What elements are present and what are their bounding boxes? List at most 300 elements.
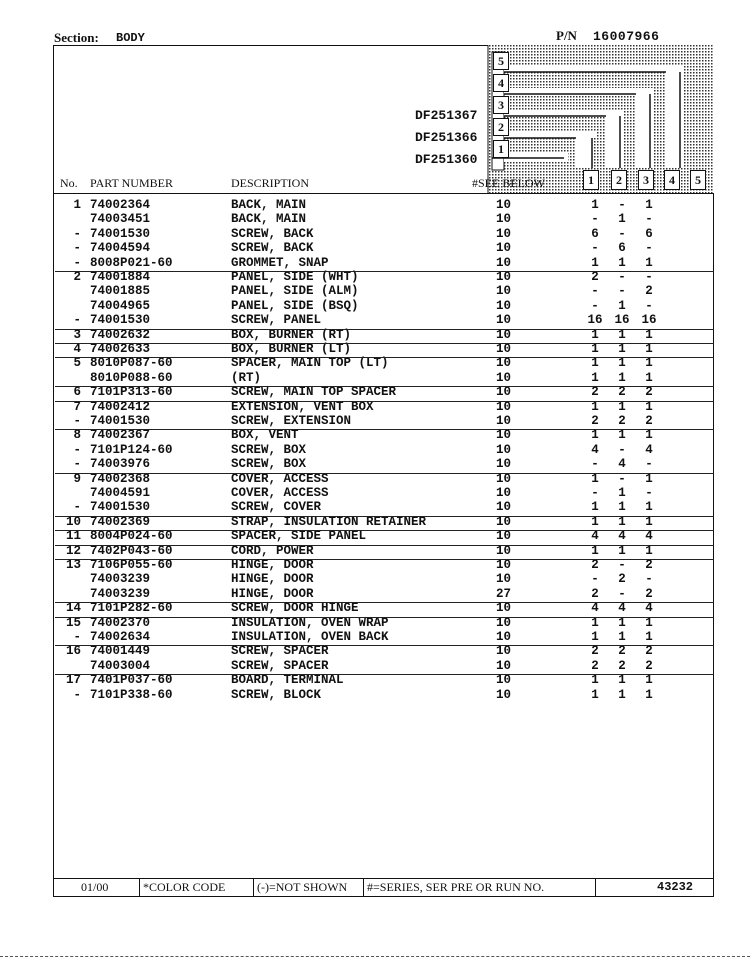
cell-series: 10 xyxy=(496,313,512,328)
section-value: BODY xyxy=(116,31,145,45)
row-divider xyxy=(55,271,714,272)
cell-item-no: 5 xyxy=(73,356,81,371)
row-divider xyxy=(55,329,714,330)
cell-description: SCREW, BACK xyxy=(231,241,314,256)
cell-item-no: - xyxy=(73,687,81,702)
footer-bar xyxy=(53,878,714,896)
cell-item-no: 3 xyxy=(73,327,81,342)
table-row xyxy=(53,572,714,586)
cell-qty-3: 1 xyxy=(645,687,653,702)
cell-qty-1: 1 xyxy=(591,370,599,385)
cell-qty-3: 4 xyxy=(645,601,653,616)
cell-item-no: - xyxy=(73,313,81,328)
col-header-no: No. xyxy=(60,176,78,190)
cell-item-no: 12 xyxy=(65,543,81,558)
table-row xyxy=(53,241,714,255)
row-divider xyxy=(55,516,714,517)
cell-description: BOX, VENT xyxy=(231,428,299,443)
row-divider xyxy=(55,559,714,560)
cell-series: 10 xyxy=(496,327,512,342)
cell-qty-2: 4 xyxy=(618,457,626,472)
cell-item-no: - xyxy=(73,500,81,515)
cell-qty-2: 1 xyxy=(618,630,626,644)
series-box-4: 4 xyxy=(493,74,509,92)
series-col-3: 3 xyxy=(638,170,654,190)
cell-qty-3: - xyxy=(645,298,653,313)
table-row xyxy=(53,356,714,370)
cell-description: HINGE, DOOR xyxy=(231,558,314,572)
col-header-description: DESCRIPTION xyxy=(231,176,310,190)
table-row xyxy=(53,198,714,212)
cell-description: HINGE, DOOR xyxy=(231,586,314,601)
cell-part-number: 74004591 xyxy=(90,486,151,500)
cell-qty-2: 1 xyxy=(618,543,626,558)
cell-qty-1: 1 xyxy=(591,471,599,486)
cell-qty-1: - xyxy=(591,298,599,313)
cell-series: 10 xyxy=(496,198,512,212)
cell-part-number: 74002370 xyxy=(90,615,151,630)
cell-series: 10 xyxy=(496,630,512,644)
row-divider xyxy=(55,602,714,603)
cell-qty-3: 1 xyxy=(645,543,653,558)
cell-description: HINGE, DOOR xyxy=(231,572,314,587)
row-divider xyxy=(55,429,714,430)
cell-series: 10 xyxy=(496,500,512,515)
cell-qty-1: 1 xyxy=(591,428,599,443)
cell-series: 10 xyxy=(496,428,512,443)
cell-series: 10 xyxy=(496,284,512,299)
cell-qty-3: - xyxy=(645,212,653,227)
table-row xyxy=(53,443,714,457)
cell-series: 10 xyxy=(496,673,512,688)
cell-part-number: 74001530 xyxy=(90,226,151,241)
cell-qty-1: 16 xyxy=(587,313,603,328)
cell-qty-1: 4 xyxy=(591,601,599,616)
cell-series: 10 xyxy=(496,601,512,616)
cell-part-number: 74001885 xyxy=(90,284,151,299)
series-col-4: 4 xyxy=(664,170,680,190)
model-number-2: DF251366 xyxy=(415,130,478,145)
page-bottom-rule xyxy=(0,956,750,957)
cell-qty-1: 1 xyxy=(591,198,599,212)
cell-description: SCREW, SPACER xyxy=(231,644,329,659)
cell-series: 10 xyxy=(496,543,512,558)
table-row xyxy=(53,256,714,270)
cell-part-number: 74002367 xyxy=(90,428,151,443)
cell-series: 10 xyxy=(496,486,512,500)
cell-item-no: - xyxy=(73,630,81,644)
cell-description: GROMMET, SNAP xyxy=(231,255,329,270)
table-row xyxy=(53,500,714,514)
cell-part-number: 7106P055-60 xyxy=(90,558,173,572)
table-row xyxy=(53,630,714,644)
cell-part-number: 7101P338-60 xyxy=(90,687,173,702)
cell-qty-1: - xyxy=(591,457,599,472)
cell-part-number: 74003976 xyxy=(90,457,151,472)
cell-qty-3: 1 xyxy=(645,327,653,342)
cell-qty-3: 1 xyxy=(645,630,653,644)
footer-series-note: #=SERIES, SER PRE OR RUN NO. xyxy=(367,880,545,894)
row-divider xyxy=(55,545,714,546)
cell-part-number: 7402P043-60 xyxy=(90,543,173,558)
cell-qty-1: 1 xyxy=(591,630,599,644)
cell-qty-2: 1 xyxy=(618,342,626,356)
table-row xyxy=(53,400,714,414)
cell-qty-1: 1 xyxy=(591,687,599,702)
cell-qty-3: 2 xyxy=(645,558,653,572)
cell-qty-1: 4 xyxy=(591,529,599,544)
cell-series: 10 xyxy=(496,226,512,241)
cell-item-no: 16 xyxy=(65,644,81,659)
cell-item-no: - xyxy=(73,442,81,457)
cell-qty-3: 1 xyxy=(645,500,653,515)
cell-description: COVER, ACCESS xyxy=(231,471,329,486)
cell-qty-1: 1 xyxy=(591,255,599,270)
table-row xyxy=(53,515,714,529)
footer-not-shown: (-)=NOT SHOWN xyxy=(257,880,348,894)
table-row xyxy=(53,659,714,673)
table-row xyxy=(53,270,714,284)
cell-series: 10 xyxy=(496,687,512,702)
cell-item-no: 6 xyxy=(73,385,81,400)
cell-qty-2: 2 xyxy=(618,414,626,428)
cell-series: 10 xyxy=(496,298,512,313)
cell-qty-3: - xyxy=(645,457,653,472)
cell-description: SCREW, DOOR HINGE xyxy=(231,601,359,616)
series-col-2: 2 xyxy=(611,170,627,190)
cell-qty-2: 1 xyxy=(618,514,626,529)
cell-description: SCREW, EXTENSION xyxy=(231,414,352,428)
cell-qty-2: 1 xyxy=(618,673,626,688)
table-row xyxy=(53,529,714,543)
cell-description: PANEL, SIDE (ALM) xyxy=(231,284,359,299)
cell-part-number: 74003451 xyxy=(90,212,151,227)
cell-qty-2: 16 xyxy=(614,313,630,328)
cell-qty-3: 2 xyxy=(645,284,653,299)
cell-description: SCREW, SPACER xyxy=(231,658,329,673)
cell-qty-1: 6 xyxy=(591,226,599,241)
cell-description: SCREW, BOX xyxy=(231,442,307,457)
cell-item-no: 14 xyxy=(65,601,81,616)
cell-part-number: 74002364 xyxy=(90,198,151,212)
cell-qty-2: 1 xyxy=(618,428,626,443)
table-row xyxy=(53,342,714,356)
cell-series: 10 xyxy=(496,212,512,227)
series-box-5: 5 xyxy=(493,52,509,70)
cell-series: 10 xyxy=(496,385,512,400)
cell-qty-3: - xyxy=(645,486,653,500)
table-row xyxy=(53,558,714,572)
table-row xyxy=(53,385,714,399)
cell-qty-3: 1 xyxy=(645,399,653,414)
cell-description: SCREW, MAIN TOP SPACER xyxy=(231,385,397,400)
cell-item-no: - xyxy=(73,226,81,241)
cell-qty-1: 2 xyxy=(591,414,599,428)
cell-part-number: 74002369 xyxy=(90,514,151,529)
cell-part-number: 8008P021-60 xyxy=(90,255,173,270)
series-box-3: 3 xyxy=(493,96,509,114)
cell-item-no: 10 xyxy=(65,514,81,529)
cell-series: 10 xyxy=(496,255,512,270)
table-row xyxy=(53,616,714,630)
series-box-2: 2 xyxy=(493,118,509,136)
cell-qty-2: - xyxy=(618,198,626,212)
cell-item-no: 7 xyxy=(73,399,81,414)
cell-series: 10 xyxy=(496,442,512,457)
cell-qty-3: 1 xyxy=(645,615,653,630)
cell-qty-2: 1 xyxy=(618,399,626,414)
cell-qty-2: 2 xyxy=(618,644,626,659)
cell-part-number: 74001530 xyxy=(90,313,151,328)
cell-description: BOARD, TERMINAL xyxy=(231,673,344,688)
table-row xyxy=(53,472,714,486)
cell-part-number: 74002412 xyxy=(90,399,151,414)
cell-qty-1: 1 xyxy=(591,514,599,529)
cell-series: 10 xyxy=(496,399,512,414)
cell-part-number: 7101P313-60 xyxy=(90,385,173,400)
cell-qty-3: 6 xyxy=(645,226,653,241)
cell-qty-3: 1 xyxy=(645,514,653,529)
cell-description: COVER, ACCESS xyxy=(231,486,329,500)
cell-qty-2: - xyxy=(618,226,626,241)
model-number-3: DF251360 xyxy=(415,152,478,167)
cell-qty-1: 2 xyxy=(591,270,599,284)
cell-part-number: 74003239 xyxy=(90,586,151,601)
cell-qty-1: 2 xyxy=(591,385,599,400)
cell-description: (RT) xyxy=(231,370,262,385)
cell-item-no: - xyxy=(73,241,81,256)
cell-qty-2: 1 xyxy=(618,356,626,371)
cell-description: SCREW, BLOCK xyxy=(231,687,322,702)
series-col-1: 1 xyxy=(583,170,599,190)
cell-qty-1: 1 xyxy=(591,356,599,371)
cell-qty-1: 2 xyxy=(591,586,599,601)
cell-qty-3: - xyxy=(645,241,653,256)
cell-qty-1: 2 xyxy=(591,558,599,572)
cell-qty-2: - xyxy=(618,558,626,572)
footer-date: 01/00 xyxy=(81,880,109,894)
cell-description: BACK, MAIN xyxy=(231,212,307,227)
cell-qty-2: 4 xyxy=(618,601,626,616)
cell-item-no: 4 xyxy=(73,342,81,356)
cell-qty-3: 1 xyxy=(645,255,653,270)
cell-series: 27 xyxy=(496,586,512,601)
cell-part-number: 8010P088-60 xyxy=(90,370,173,385)
cell-qty-2: 2 xyxy=(618,658,626,673)
cell-qty-3: 1 xyxy=(645,198,653,212)
cell-qty-1: 1 xyxy=(591,342,599,356)
cell-series: 10 xyxy=(496,414,512,428)
cell-qty-2: 6 xyxy=(618,241,626,256)
cell-item-no: - xyxy=(73,414,81,428)
cell-qty-1: 1 xyxy=(591,543,599,558)
cell-qty-3: 1 xyxy=(645,673,653,688)
cell-qty-2: - xyxy=(618,270,626,284)
table-row xyxy=(53,601,714,615)
cell-part-number: 8010P087-60 xyxy=(90,356,173,371)
table-row xyxy=(53,227,714,241)
cell-qty-3: 2 xyxy=(645,658,653,673)
cell-series: 10 xyxy=(496,241,512,256)
cell-series: 10 xyxy=(496,572,512,587)
cell-qty-3: 4 xyxy=(645,529,653,544)
cell-series: 10 xyxy=(496,644,512,659)
cell-description: STRAP, INSULATION RETAINER xyxy=(231,514,427,529)
cell-series: 10 xyxy=(496,471,512,486)
cell-item-no: - xyxy=(73,255,81,270)
table-row xyxy=(53,688,714,702)
cell-description: SCREW, PANEL xyxy=(231,313,322,328)
footer-number: 43232 xyxy=(657,880,694,894)
cell-item-no: 2 xyxy=(73,270,81,284)
cell-part-number: 7101P282-60 xyxy=(90,601,173,616)
part-number-label: P/N xyxy=(556,28,577,43)
series-col-5: 5 xyxy=(690,170,706,190)
cell-part-number: 7401P037-60 xyxy=(90,673,173,688)
cell-qty-1: 2 xyxy=(591,644,599,659)
table-row xyxy=(53,644,714,658)
cell-part-number: 74001530 xyxy=(90,414,151,428)
cell-qty-1: 2 xyxy=(591,658,599,673)
cell-description: EXTENSION, VENT BOX xyxy=(231,399,374,414)
table-row xyxy=(53,544,714,558)
cell-item-no: 9 xyxy=(73,471,81,486)
cell-qty-1: 1 xyxy=(591,327,599,342)
cell-description: CORD, POWER xyxy=(231,543,314,558)
cell-description: SPACER, SIDE PANEL xyxy=(231,529,367,544)
cell-description: SCREW, COVER xyxy=(231,500,322,515)
row-divider xyxy=(55,343,714,344)
table-row xyxy=(53,587,714,601)
cell-description: BOX, BURNER (LT) xyxy=(231,342,352,356)
cell-part-number: 74004965 xyxy=(90,298,151,313)
cell-qty-1: - xyxy=(591,572,599,587)
cell-part-number: 74003004 xyxy=(90,658,151,673)
row-divider xyxy=(55,617,714,618)
cell-item-no: 1 xyxy=(73,198,81,212)
cell-part-number: 74004594 xyxy=(90,241,151,256)
cell-part-number: 74001884 xyxy=(90,270,151,284)
cell-qty-2: 1 xyxy=(618,687,626,702)
col-header-see-below: #SEE BELOW xyxy=(472,176,545,190)
cell-qty-3: 1 xyxy=(645,342,653,356)
cell-qty-2: 1 xyxy=(618,370,626,385)
cell-series: 10 xyxy=(496,370,512,385)
cell-qty-3: 2 xyxy=(645,644,653,659)
cell-description: BOX, BURNER (RT) xyxy=(231,327,352,342)
table-row xyxy=(53,299,714,313)
row-divider xyxy=(55,645,714,646)
table-row xyxy=(53,313,714,327)
cell-qty-2: - xyxy=(618,586,626,601)
table-row xyxy=(53,414,714,428)
row-divider xyxy=(55,386,714,387)
cell-item-no: 15 xyxy=(65,615,81,630)
cell-qty-1: 4 xyxy=(591,442,599,457)
cell-series: 10 xyxy=(496,270,512,284)
cell-qty-2: 4 xyxy=(618,529,626,544)
cell-description: INSULATION, OVEN BACK xyxy=(231,630,389,644)
cell-description: INSULATION, OVEN WRAP xyxy=(231,615,389,630)
table-row xyxy=(53,328,714,342)
cell-series: 10 xyxy=(496,342,512,356)
cell-qty-3: 1 xyxy=(645,471,653,486)
cell-qty-3: 4 xyxy=(645,442,653,457)
row-divider xyxy=(55,401,714,402)
cell-series: 10 xyxy=(496,529,512,544)
cell-series: 10 xyxy=(496,615,512,630)
cell-part-number: 74003239 xyxy=(90,572,151,587)
table-row xyxy=(53,371,714,385)
cell-part-number: 74002368 xyxy=(90,471,151,486)
cell-qty-1: - xyxy=(591,284,599,299)
cell-qty-1: - xyxy=(591,486,599,500)
cell-description: PANEL, SIDE (BSQ) xyxy=(231,298,359,313)
cell-qty-2: - xyxy=(618,471,626,486)
cell-qty-2: 1 xyxy=(618,298,626,313)
cell-part-number: 74002632 xyxy=(90,327,151,342)
cell-qty-3: 1 xyxy=(645,370,653,385)
cell-series: 10 xyxy=(496,514,512,529)
cell-qty-2: - xyxy=(618,442,626,457)
cell-qty-2: 1 xyxy=(618,255,626,270)
table-row xyxy=(53,428,714,442)
cell-qty-2: 1 xyxy=(618,615,626,630)
cell-qty-3: 2 xyxy=(645,414,653,428)
section-label: Section: xyxy=(54,30,99,45)
footer-color-code: *COLOR CODE xyxy=(143,880,226,894)
cell-part-number: 8004P024-60 xyxy=(90,529,173,544)
row-divider xyxy=(55,473,714,474)
cell-series: 10 xyxy=(496,356,512,371)
cell-qty-2: 2 xyxy=(618,385,626,400)
cell-qty-3: 1 xyxy=(645,428,653,443)
cell-description: BACK, MAIN xyxy=(231,198,307,212)
cell-qty-1: - xyxy=(591,241,599,256)
cell-part-number: 74001449 xyxy=(90,644,151,659)
row-divider xyxy=(55,357,714,358)
cell-description: SPACER, MAIN TOP (LT) xyxy=(231,356,389,371)
cell-qty-3: - xyxy=(645,572,653,587)
cell-series: 10 xyxy=(496,558,512,572)
cell-part-number: 74001530 xyxy=(90,500,151,515)
cell-part-number: 7101P124-60 xyxy=(90,442,173,457)
cell-qty-2: - xyxy=(618,284,626,299)
cell-qty-3: 1 xyxy=(645,356,653,371)
cell-qty-3: 2 xyxy=(645,385,653,400)
table-row xyxy=(53,486,714,500)
cell-qty-1: 1 xyxy=(591,673,599,688)
col-header-part-number: PART NUMBER xyxy=(90,176,173,190)
cell-qty-3: 2 xyxy=(645,586,653,601)
part-number-value: 16007966 xyxy=(593,29,660,44)
cell-description: PANEL, SIDE (WHT) xyxy=(231,270,359,284)
cell-qty-2: 1 xyxy=(618,500,626,515)
cell-item-no: 8 xyxy=(73,428,81,443)
table-row xyxy=(53,284,714,298)
cell-item-no: 17 xyxy=(65,673,81,688)
table-row xyxy=(53,673,714,687)
cell-description: SCREW, BACK xyxy=(231,226,314,241)
table-row xyxy=(53,212,714,226)
row-divider xyxy=(55,530,714,531)
row-divider xyxy=(55,674,714,675)
cell-series: 10 xyxy=(496,658,512,673)
cell-series: 10 xyxy=(496,457,512,472)
cell-item-no: 11 xyxy=(65,529,81,544)
cell-part-number: 74002634 xyxy=(90,630,151,644)
cell-qty-2: 1 xyxy=(618,327,626,342)
